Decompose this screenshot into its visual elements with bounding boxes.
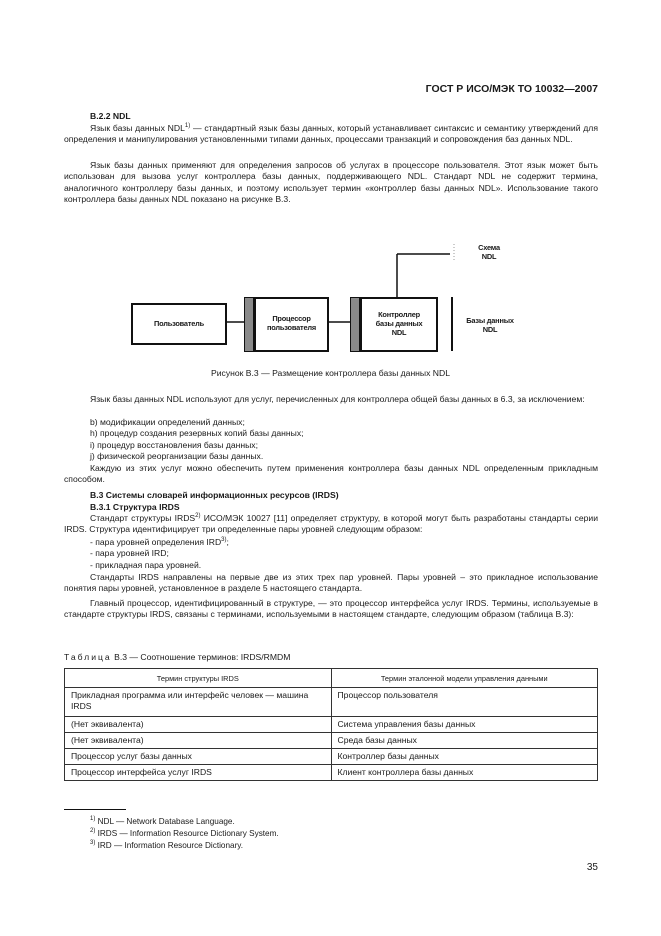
footnote-ref: 2)	[195, 513, 201, 519]
table-cell: Среда базы данных	[331, 733, 598, 749]
table-caption	[64, 652, 290, 662]
table-cell: (Нет эквивалента)	[65, 733, 332, 749]
paragraph: Язык базы данных применяют для определения запросов об услугах в процессоре пользователя. Этот язык может быть использован для вызова услуг контроллера базы данных, поддерживающего NDL. Стандарт NDL не содержит термина, аналогичного контроллеру базы данных, и поэтому использует термин «контроллер базы данных NDL». Использование такого контроллера базы данных NDL показано на рисунке B.3.	[64, 160, 598, 204]
caption-word: Таблица	[64, 652, 112, 662]
table-row	[65, 749, 598, 765]
column-header: Термин структуры IRDS	[65, 669, 332, 688]
label-line: NDL	[481, 252, 497, 261]
table-row	[65, 733, 598, 749]
footnote-mark: 1)	[90, 816, 96, 822]
table-cell: Контроллер базы данных	[331, 749, 598, 765]
paragraph: Стандарты IRDS направлены на первые две из этих трех пар уровней. Пары уровней – это прикладное использование понятия пары уровней, установленное в разделе 5 настоящего стандарта.	[64, 572, 598, 594]
list-item: i) процедур восстановления базы данных;	[90, 440, 258, 450]
page-number: 35	[586, 862, 598, 873]
section-heading-b3: B.3 Системы словарей информационных ресурсов (IRDS)	[90, 490, 339, 500]
label-line: Контроллер	[378, 310, 420, 319]
user-label: Пользователь	[153, 319, 204, 328]
table-cell: Система управления базы данных	[331, 717, 598, 733]
footnote	[90, 816, 235, 827]
text-run: Язык базы данных NDL	[90, 123, 185, 133]
list-item: b) модификации определений данных;	[90, 417, 245, 427]
list-item: h) процедур создания резервных копий базы данных;	[90, 428, 304, 438]
table-cell: Прикладная программа или интерфейс человек — машина IRDS	[65, 688, 332, 717]
footnote-mark: 2)	[90, 828, 96, 834]
terms-table	[64, 668, 598, 781]
ndl-controller-label	[362, 310, 436, 337]
section-heading-b31: B.3.1 Структура IRDS	[90, 502, 180, 512]
paragraph: Главный процессор, идентифицированный в структуре, — это процессор интерфейса услуг IRDS. Термины, используемые в стандарте структуры IRDS, связаны с терминами, используемыми в настоящем стандарте, следующим образом (таблица B.3):	[64, 598, 598, 620]
text-run: ;	[226, 537, 229, 547]
footnote-text: NDL — Network Database Language.	[95, 817, 235, 826]
paragraph: Язык базы данных NDL используют для услуг, перечисленных для контроллера общей базы данных в 6.3, за исключением:	[90, 394, 585, 404]
text-run: — стандартный язык базы данных, который устанавливает синтаксис и семантику утверждений для определения и манипулирования установленными типами данных, процессами транзакций и сопровождения баз данных NDL.	[64, 123, 598, 145]
footnote-text: IRD — Information Resource Dictionary.	[95, 841, 244, 850]
list-item: j) физической реорганизации базы данных.	[90, 451, 264, 461]
user-processor-box	[254, 297, 329, 352]
list-item	[90, 537, 229, 548]
footnote	[90, 828, 279, 839]
ndl-controller-box	[360, 297, 438, 352]
caption-rest: B.3 — Соотношение терминов: IRDS/RMDM	[111, 652, 291, 662]
ndl-schema-label	[464, 243, 514, 261]
label-line: NDL	[482, 325, 498, 334]
footnote-separator	[64, 809, 126, 810]
figure-connectors	[0, 0, 661, 360]
figure-caption: Рисунок B.3 — Размещение контроллера базы данных NDL	[211, 368, 450, 378]
footnote-text: IRDS — Information Resource Dictionary System.	[95, 829, 279, 838]
table-row	[65, 688, 598, 717]
table-cell: Клиент контроллера базы данных	[331, 765, 598, 781]
label-line: Базы данных	[466, 316, 514, 325]
footnote	[90, 840, 243, 851]
list-item: - пара уровней IRD;	[90, 548, 169, 558]
footnote-mark: 3)	[90, 840, 96, 846]
paragraph	[64, 513, 598, 536]
user-processor-label	[256, 314, 327, 332]
label-line: пользователя	[267, 323, 316, 332]
footnote-ref: 3)	[221, 537, 227, 543]
text-run: - пара уровней определения IRD	[90, 537, 222, 547]
paragraph: Каждую из этих услуг можно обеспечить путем применения контроллера базы данных NDL определенным прикладным способом.	[64, 463, 598, 485]
controller-bar	[350, 297, 360, 352]
table-cell: Процессор интерфейса услуг IRDS	[65, 765, 332, 781]
ndl-databases-label	[456, 316, 524, 334]
text-run: Стандарт структуры IRDS	[90, 513, 196, 523]
table-cell: Процессор услуг базы данных	[65, 749, 332, 765]
section-heading-b22: B.2.2 NDL	[90, 111, 131, 121]
user-box	[131, 303, 227, 345]
processor-bar	[244, 297, 254, 352]
figure-b3	[0, 0, 661, 360]
text-run: ИСО/МЭК 10027 [11] определяет структуру, в которой могут быть разработаны стандарты серии IRDS. Структура идентифицирует три определенные пары уровней следующим образом:	[64, 513, 598, 535]
table-header-row	[65, 669, 598, 688]
table-row	[65, 717, 598, 733]
column-header: Термин эталонной модели управления данными	[331, 669, 598, 688]
table-cell: Процессор пользователя	[331, 688, 598, 717]
label-line: базы данных	[375, 319, 423, 328]
table-cell: (Нет эквивалента)	[65, 717, 332, 733]
list-item: - прикладная пара уровней.	[90, 560, 202, 570]
label-line: Схема	[478, 243, 500, 252]
label-line: NDL	[391, 328, 407, 337]
table-row	[65, 765, 598, 781]
footnote-ref: 1)	[184, 123, 191, 129]
document-header: ГОСТ Р ИСО/МЭК ТО 10032—2007	[425, 83, 598, 95]
label-line: Процессор	[272, 314, 311, 323]
